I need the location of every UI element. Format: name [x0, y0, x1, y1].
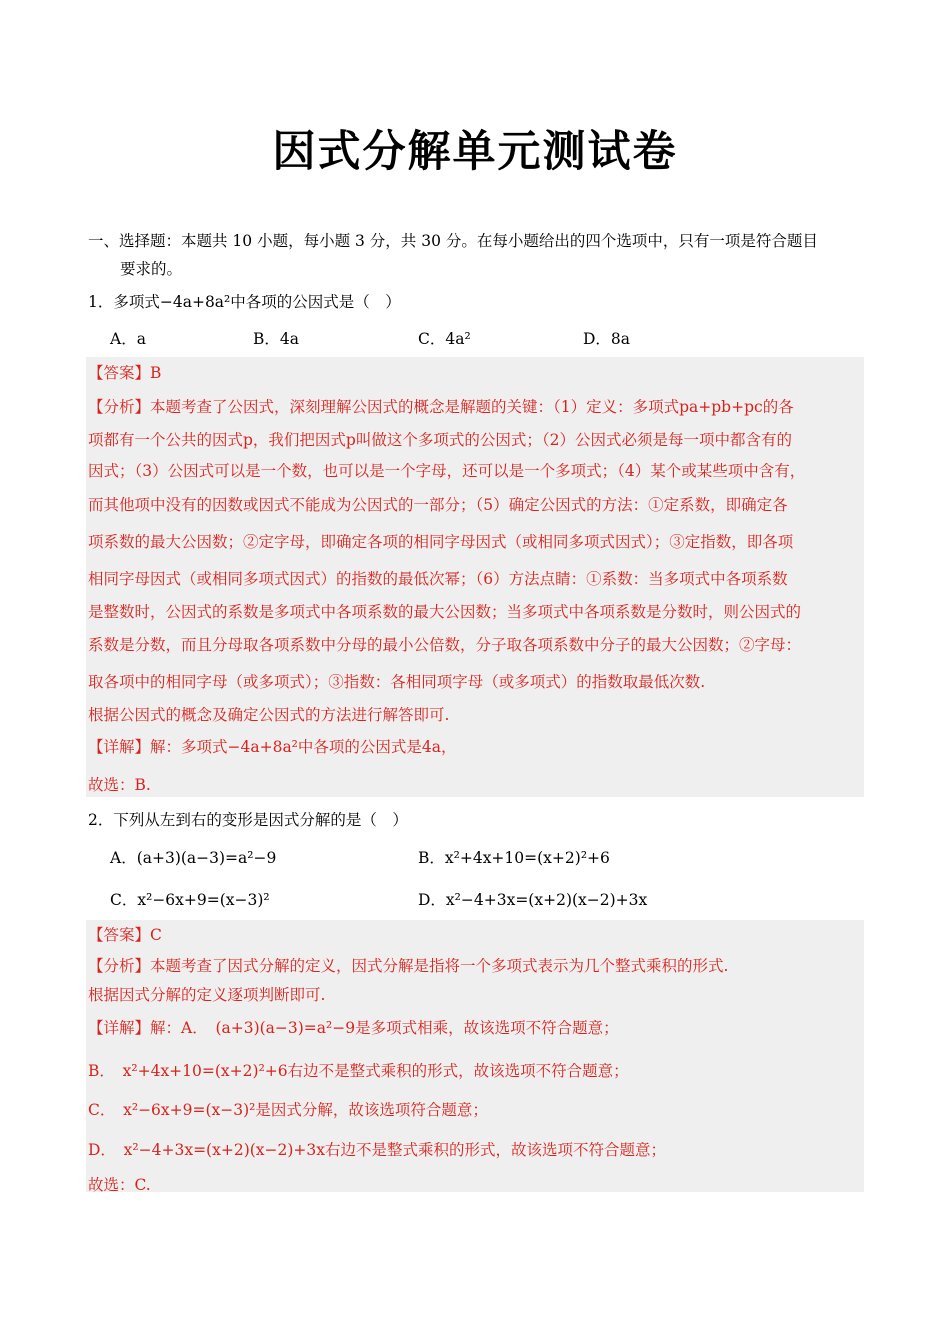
q1-analysis-line: 因式；（3）公因式可以是一个数，也可以是一个字母，还可以是一个多项式；（4）某个或某些项中含有，: [88, 462, 806, 480]
q1-analysis-line: 是整数时，公因式的系数是多项式中各项系数的最大公因数；当多项式中各项系数是分数时，则公因式的: [88, 603, 802, 621]
q1-option-d: D．8a: [583, 330, 631, 348]
q2-analysis-line: 根据因式分解的定义逐项判断即可.: [88, 986, 326, 1004]
q1-detail: 【详解】解：多项式−4a+8a²中各项的公因式是4a，: [88, 738, 457, 756]
q2-detail-line: B． x²+4x+10=(x+2)²+6右边不是整式乘积的形式，故该选项不符合题意；: [88, 1062, 629, 1080]
q2-choose: 故选：C.: [88, 1176, 151, 1194]
q1-answer: 【答案】B: [88, 364, 162, 382]
q1-analysis-line: 相同字母因式（或相同多项式因式）的指数的最低次幂；（6）方法点睛：①系数：当多项式中各项系数: [88, 570, 788, 588]
q1-option-c: C．4a²: [418, 330, 471, 348]
q2-option-c: C．x²−6x+9=(x−3)²: [110, 891, 270, 909]
q1-option-b: B．4a: [253, 330, 299, 348]
q2-answer: 【答案】C: [88, 926, 162, 944]
q2-detail-line: D． x²−4+3x=(x+2)(x−2)+3x右边不是整式乘积的形式，故该选项不符合题意；: [88, 1141, 667, 1159]
q1-choose: 故选：B.: [88, 776, 151, 794]
q1-option-a: A．a: [110, 330, 146, 348]
q1-analysis-line: 项都有一个公共的因式p，我们把因式p叫做这个多项式的公因式；（2）公因式必须是每一项中都含有的: [88, 431, 792, 449]
q1-analysis-line: 而其他项中没有的因数或因式不能成为公因式的一部分；（5）确定公因式的方法：①定系数，即确定各: [88, 496, 788, 514]
q1-analysis-line: 项系数的最大公因数；②定字母，即确定各项的相同字母因式（或相同多项式因式）；③定指数，即各项: [88, 533, 794, 551]
q2-option-d: D．x²−4+3x=(x+2)(x−2)+3x: [418, 891, 648, 909]
q2-option-a: A．(a+3)(a−3)=a²−9: [110, 849, 277, 867]
q1-analysis-line: 【分析】本题考查了公因式，深刻理解公因式的概念是解题的关键：（1）定义：多项式pa+pb+pc的各: [88, 398, 794, 416]
q2-stem: 2．下列从左到右的变形是因式分解的是（ ）: [88, 811, 408, 829]
section-header-line1: 一、选择题：本题共 10 小题，每小题 3 分，共 30 分。在每小题给出的四个选项中，只有一项是符合题目: [88, 232, 818, 250]
q2-option-b: B．x²+4x+10=(x+2)²+6: [418, 849, 610, 867]
q1-analysis-line: 根据公因式的概念及确定公因式的方法进行解答即可.: [88, 706, 450, 724]
q2-analysis-line: 【分析】本题考查了因式分解的定义，因式分解是指将一个多项式表示为几个整式乘积的形式.: [88, 957, 729, 975]
q1-stem: 1．多项式−4a+8a²中各项的公因式是（ ）: [88, 293, 401, 311]
q2-detail-line: 【详解】解：A． (a+3)(a−3)=a²−9是多项式相乘，故该选项不符合题意；: [88, 1019, 619, 1037]
q1-analysis-line: 系数是分数，而且分母取各项系数中分母的最小公倍数，分子取各项系数中分子的最大公因数；②字母：: [88, 636, 802, 654]
section-header-line2: 要求的。: [120, 260, 183, 278]
q1-analysis-line: 取各项中的相同字母（或多项式）；③指数：各相同项字母（或多项式）的指数取最低次数.: [88, 673, 706, 691]
q2-detail-line: C． x²−6x+9=(x−3)²是因式分解，故该选项符合题意；: [88, 1101, 488, 1119]
page-title: 因式分解单元测试卷: [272, 127, 678, 177]
